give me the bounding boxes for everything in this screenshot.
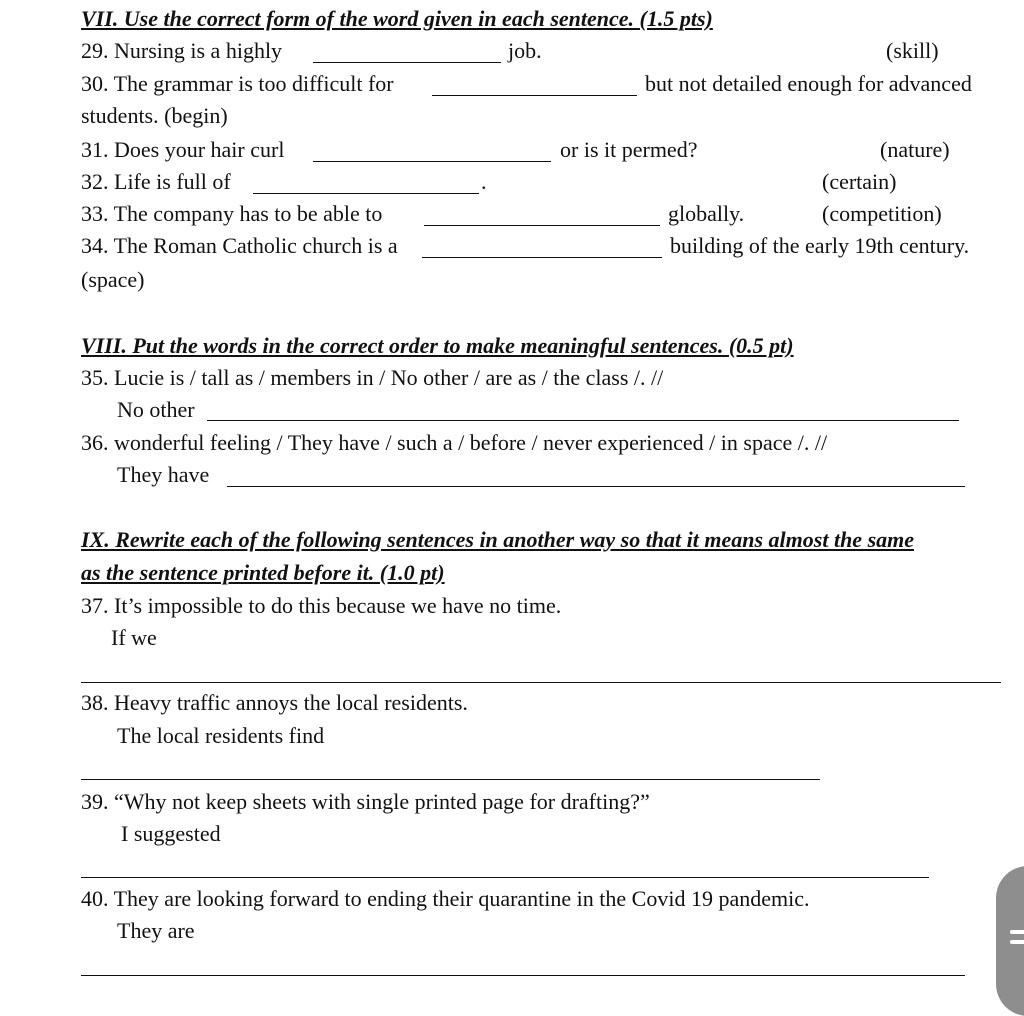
q34-text-after: building of the early 19th century. xyxy=(670,233,970,258)
q39-start: I suggested xyxy=(121,821,221,846)
q32-hint: (certain) xyxy=(822,169,897,194)
q37-prompt: 37. It’s impossible to do this because we have no time. xyxy=(81,593,562,618)
q32-answer-blank[interactable] xyxy=(253,193,479,194)
section-ix-title: IX. Rewrite each of the following sentences in another way so that it means almost the same xyxy=(81,527,915,552)
q31-hint: (nature) xyxy=(880,137,950,162)
q40-prompt: 40. They are looking forward to ending their quarantine in the Covid 19 pandemic. xyxy=(81,886,810,911)
q38-answer-line[interactable] xyxy=(81,779,820,780)
q32-text: 32. Life is full of xyxy=(81,169,231,194)
q37-start: If we xyxy=(111,625,157,650)
q38-start: The local residents find xyxy=(117,723,325,748)
q39-prompt: 39. “Why not keep sheets with single printed page for drafting?” xyxy=(81,789,650,814)
side-handle[interactable] xyxy=(996,866,1024,1016)
q33-hint: (competition) xyxy=(822,201,942,226)
q40-answer-line[interactable] xyxy=(81,975,965,976)
q30-text: 30. The grammar is too difficult for xyxy=(81,71,394,96)
q35-start: No other xyxy=(117,397,195,422)
q29-text: 29. Nursing is a highly xyxy=(81,38,283,63)
q33-text: 33. The company has to be able to xyxy=(81,201,383,226)
q35-answer-line[interactable] xyxy=(207,420,959,421)
q30-text-after: but not detailed enough for advanced xyxy=(645,71,972,96)
q34-text: 34. The Roman Catholic church is a xyxy=(81,233,398,258)
section-viii-title: VIII. Put the words in the correct order to make meaningful sentences. (0.5 pt) xyxy=(81,333,794,358)
q32-text-after: . xyxy=(481,169,487,194)
q33-text-after: globally. xyxy=(668,201,745,226)
q36-answer-line[interactable] xyxy=(227,486,965,487)
q29-hint: (skill) xyxy=(886,38,939,63)
handle-grip-icon xyxy=(1010,940,1024,944)
section-vii-title: VII. Use the correct form of the word given in each sentence. (1.5 pts) xyxy=(81,6,713,31)
q38-prompt: 38. Heavy traffic annoys the local residents. xyxy=(81,690,468,715)
section-ix-title-cont: as the sentence printed before it. (1.0 pt) xyxy=(81,560,445,585)
q37-answer-line[interactable] xyxy=(81,682,1001,683)
handle-grip-icon xyxy=(1010,930,1024,934)
q33-answer-blank[interactable] xyxy=(424,225,660,226)
q29-answer-blank[interactable] xyxy=(313,62,501,63)
q39-answer-line[interactable] xyxy=(81,877,929,878)
q29-text-after: job. xyxy=(508,38,542,63)
q31-answer-blank[interactable] xyxy=(313,161,551,162)
q40-start: They are xyxy=(117,918,195,943)
q36-prompt: 36. wonderful feeling / They have / such a / before / never experienced / in space /. // xyxy=(81,430,828,455)
q34-answer-blank[interactable] xyxy=(422,257,662,258)
q30-answer-blank[interactable] xyxy=(432,95,637,96)
q35-prompt: 35. Lucie is / tall as / members in / No other / are as / the class /. // xyxy=(81,365,664,390)
q34-text-cont: (space) xyxy=(81,267,145,292)
q31-text-after: or is it permed? xyxy=(560,137,698,162)
q36-start: They have xyxy=(117,462,210,487)
q31-text: 31. Does your hair curl xyxy=(81,137,285,162)
q30-text-cont: students. (begin) xyxy=(81,103,228,128)
